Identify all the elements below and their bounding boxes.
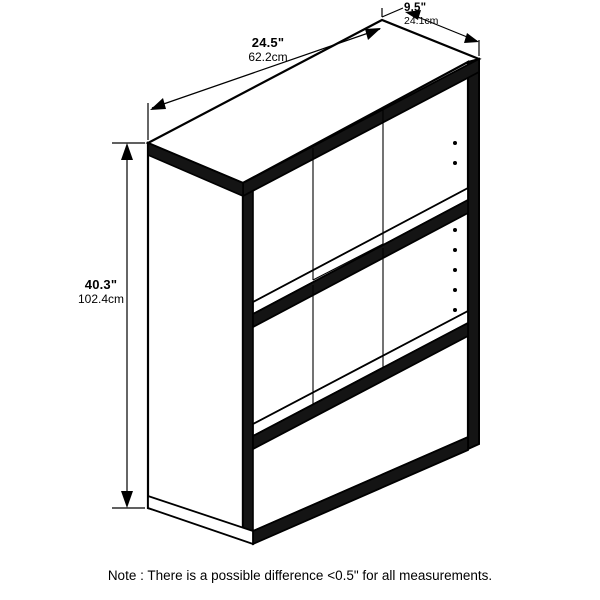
- depth-imperial-value: 9.5": [404, 2, 427, 14]
- left-side-panel: [148, 143, 243, 535]
- height-dimension-label: [58, 278, 144, 307]
- depth-dimension-label: [404, 2, 514, 27]
- depth-metric-value: 24.1cm: [404, 15, 439, 28]
- height-dimension: [112, 143, 145, 508]
- pin-hole: [453, 248, 457, 252]
- height-imperial-value: 40.3": [84, 277, 118, 292]
- pin-hole: [453, 308, 457, 312]
- height-metric-value: 102.4cm: [77, 291, 125, 306]
- width-metric-value: 62.2cm: [248, 49, 288, 64]
- width-dimension-label: [208, 36, 328, 65]
- right-side-panel: [468, 59, 479, 449]
- width-arrow-left: [150, 98, 166, 110]
- pin-hole: [453, 141, 457, 145]
- width-imperial-value: 24.5": [251, 35, 285, 50]
- pin-hole: [453, 268, 457, 272]
- height-arrow-top: [121, 143, 133, 160]
- pin-hole: [453, 288, 457, 292]
- depth-arrow-right: [464, 33, 479, 43]
- measurement-note: Note : There is a possible difference <0.5" for all measurements.: [107, 568, 493, 583]
- left-front-edge-thickness: [243, 183, 253, 535]
- pin-hole: [453, 161, 457, 165]
- height-arrow-bottom: [121, 491, 133, 508]
- pin-hole: [453, 228, 457, 232]
- depth-extension-left: [382, 8, 403, 17]
